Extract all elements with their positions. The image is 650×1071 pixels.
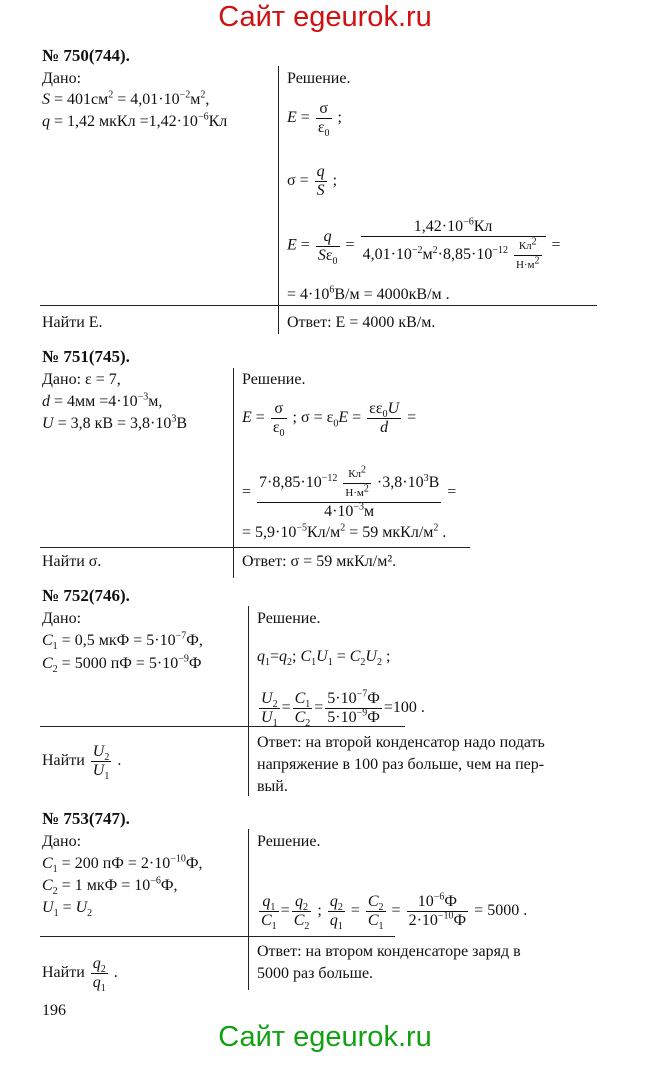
p750-find: Найти E. <box>42 314 103 331</box>
p752-given-c2: $C_2 = 5000$ пФ = $5\cdot 10^{-9}Ф$ <box>42 653 202 676</box>
p751-find-label: Найти <box>42 553 85 570</box>
p752-answer-line-1: Ответ: на второй конденсатор надо подать <box>257 734 545 751</box>
site-banner-top <box>0 0 650 34</box>
p752-formula-equal-charges: $q_1=q_2$; $C_1U_1 = C_2U_2$ ; <box>257 648 391 669</box>
p750-given-area: $S = 401см^2 = 4,01\cdot 10^{-2}м^2$, <box>42 89 210 108</box>
p750-solution-label: Решение. <box>287 70 351 87</box>
p751-given-voltage: U = 3,8 кВ = $3,8\cdot 10^3В$ <box>42 413 188 432</box>
page-number: 196 <box>42 1002 66 1019</box>
p753-solution-label: Решение. <box>257 833 321 850</box>
p752-find: Найти $\frac{U_2}{U_1}$ . <box>42 743 122 783</box>
p750-formula-substitution: E = $\frac{q}{S\varepsilon_0}$ = $1,42\cdot 10^{-6}Кл$ $4,01\cdot 10^{-2}м^2\cdot 8,85\cdot 10^{-12}$ $\frac{Кл^2}{Н\cdot м^2}$ = <box>287 216 561 271</box>
p753-find: Найти $\frac{q_2}{q_1}$ . <box>42 955 118 995</box>
p751-formula-main: E = $\frac{\sigma}{\varepsilon_0}$ ; $\sigma = \varepsilon_0E$ = $\frac{\varepsilon\varepsilon_0U}{d}$ = <box>242 400 417 440</box>
p750-answer: Ответ: E = 4000 кВ/м. <box>287 314 436 331</box>
p750-divider-vertical <box>278 66 279 334</box>
p753-given-label: Дано: <box>42 833 82 850</box>
p750-given-charge: q = 1,42 мкКл $=1,42\cdot 10^{-6}Кл$ <box>42 111 228 130</box>
problem-753-title: № 753(747). <box>42 809 130 828</box>
p750-given-label: Дано: <box>42 70 82 87</box>
site-domain: egeurok.ru <box>293 1 432 33</box>
problem-750-title: № 750(744). <box>42 46 130 65</box>
p751-formula-result: = $5,9\cdot 10^{-5}Кл/м^2 = 59$ мкКл/$м^2$ . <box>242 522 447 541</box>
p752-answer-line-2: напряжение в 100 раз больше, чем на пер- <box>257 756 545 773</box>
p751-find: Найти σ. <box>42 553 102 570</box>
p753-divider-horizontal <box>40 936 395 937</box>
p751-answer: Ответ: σ = 59 мкКл/м². <box>242 553 397 570</box>
problem-751-title: № 751(745). <box>42 347 130 366</box>
p750-formula-result: = $4\cdot 10^6В/м = 4000кВ/м$ . <box>287 284 450 303</box>
p752-solution-label: Решение. <box>257 610 321 627</box>
p752-divider-vertical <box>248 606 249 796</box>
p752-answer-line-3: вый. <box>257 778 288 795</box>
problem-752-title: № 752(746). <box>42 586 130 605</box>
p751-solution-label: Решение. <box>242 371 306 388</box>
site-prefix: Сайт <box>218 1 294 33</box>
p753-given-c2: $C_2 = 1$ мкФ = $10^{-6}Ф$, <box>42 875 178 898</box>
p750-divider-horizontal <box>40 305 597 306</box>
p750-formula-e-sigma: E = $\frac{\sigma}{\varepsilon_0}$ ; <box>287 100 342 140</box>
site-prefix-bottom: Сайт <box>218 1021 294 1053</box>
p750-formula-sigma: σ = $\frac{q}{S}$ ; <box>287 163 338 199</box>
p751-given-distance: $d = 4мм =4\cdot 10^{-3}м$, <box>42 391 163 410</box>
p753-answer-line-2: 5000 раз больше. <box>257 965 374 982</box>
p753-formula-ratio: $\frac{q_1}{C_1}$ = $\frac{q_2}{C_2}$ ; $\frac{q_2}{q_1}$ = $\frac{C_2}{C_1}$ = $\frac{10^{-6}Ф}{2\cdot 10^{-10}Ф}$ = 5000 . <box>261 891 528 933</box>
p753-divider-vertical <box>248 829 249 990</box>
p753-find-label: Найти <box>42 964 85 982</box>
p752-given-label: Дано: <box>42 610 82 627</box>
p751-divider-horizontal <box>40 547 470 548</box>
p753-answer-line-1: Ответ: на втором конденсаторе заряд в <box>257 943 521 960</box>
site-banner-bottom <box>0 1020 650 1054</box>
p751-given-epsilon: Дано: ε = 7, <box>42 371 121 388</box>
p753-given-c1: $C_1 = 200$ пФ = $2\cdot 10^{-10}Ф$, <box>42 853 203 876</box>
p753-given-u: $U_1 = U_2$ <box>42 899 93 920</box>
p751-formula-substitution: = $7\cdot 8,85\cdot 10^{-12}$ $\frac{Кл^2}{Н\cdot м^2}$ $\cdot 3,8\cdot 10^3В$ $4\cdot 10^{-3}м$ = <box>242 464 457 520</box>
p752-find-label: Найти <box>42 752 85 770</box>
p752-formula-ratio: $\frac{U_2}{U_1}$ = $\frac{C_1}{C_2}$ = $\frac{5\cdot 10^{-7}Ф}{5\cdot 10^{-9}Ф}$ =100 . <box>261 688 425 730</box>
site-domain-bottom: egeurok.ru <box>293 1021 432 1053</box>
p752-given-c1: $C_1 = 0,5$ мкФ = $5\cdot 10^{-7}Ф$, <box>42 630 203 653</box>
